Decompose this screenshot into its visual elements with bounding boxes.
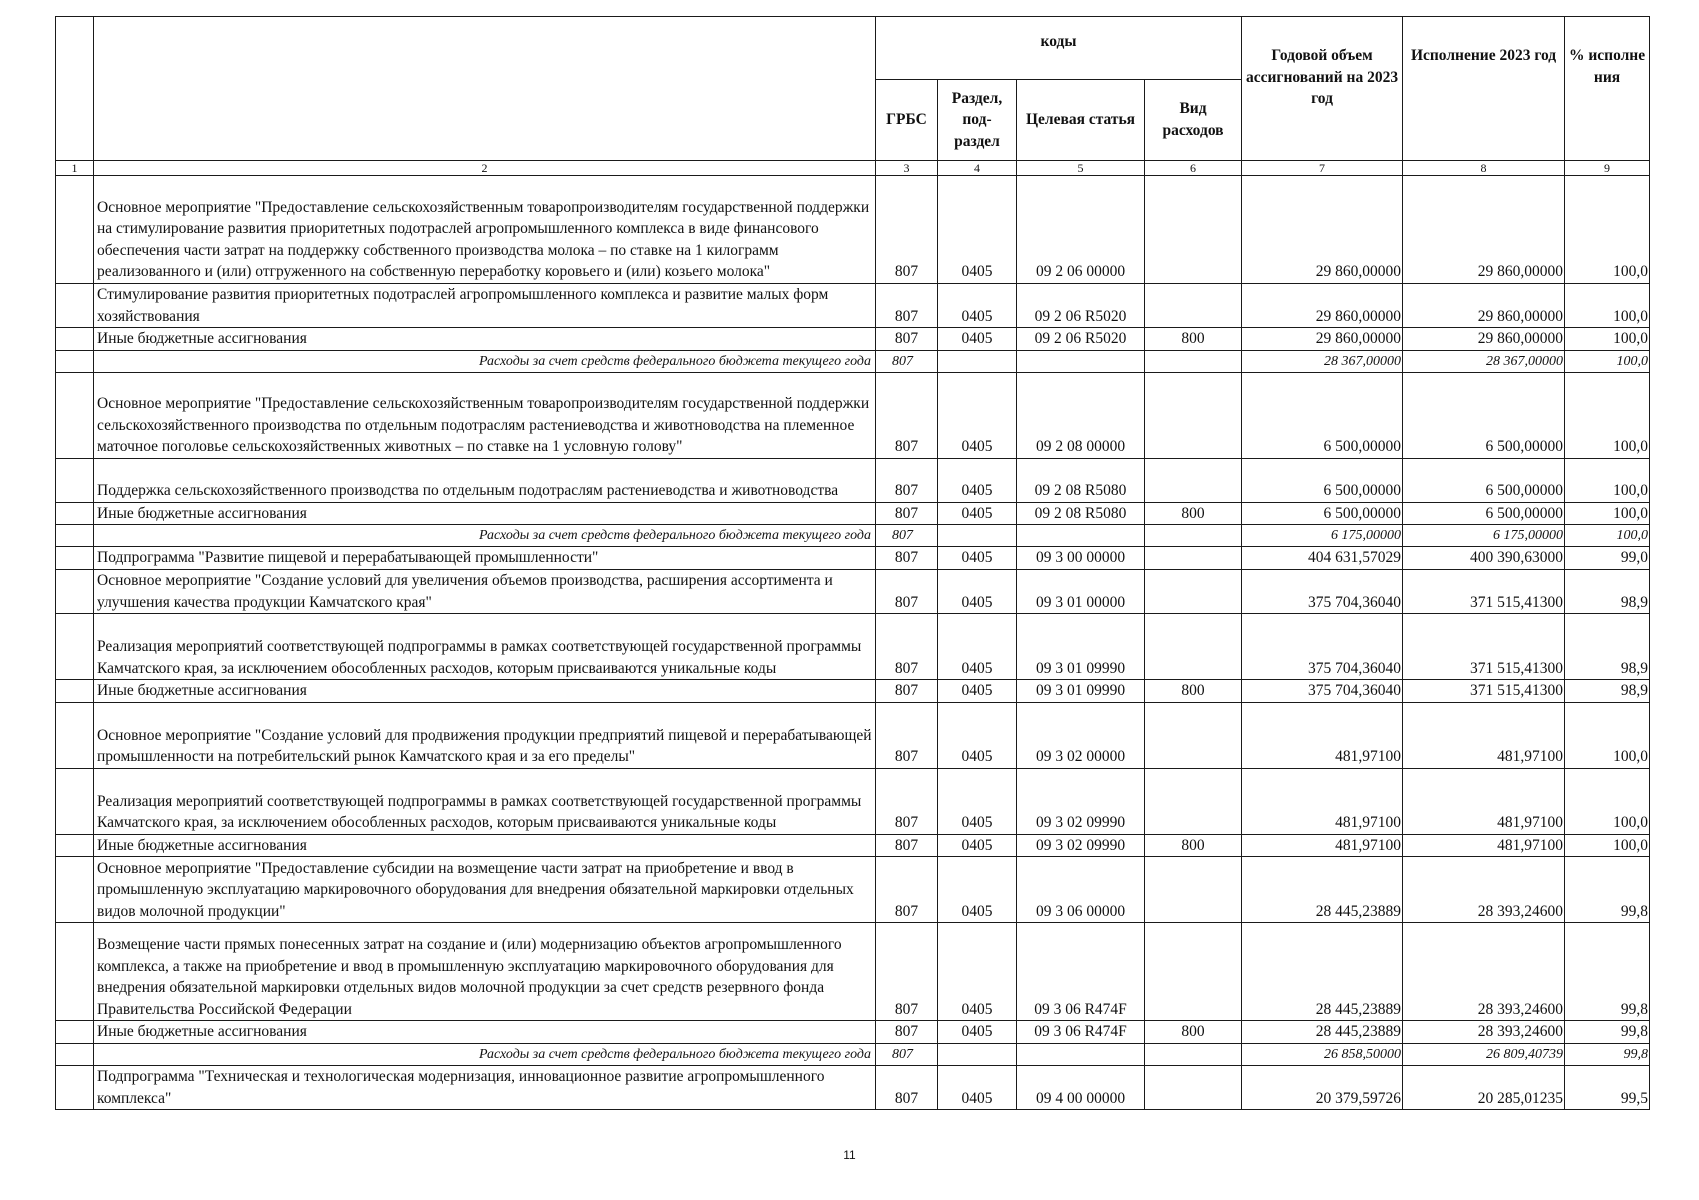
cell-grbs: 807 <box>876 768 938 834</box>
cell-description: Основное мероприятие "Предоставление сельскохозяйственным товаропроизводителям государственной поддержки на стимулирование развития приоритетных подотраслей агропромышленного комплекса в виде финансового обеспечения части затрат на поддержку собственного производства молока – по ставке на 1 килограмм реализованного и (или) отгруженного на собственную переработку коровьего и (или) козьего молока" <box>94 176 876 284</box>
cell-celevaya-statya: 09 3 06 R474F <box>1017 1021 1145 1044</box>
cell-annual-volume: 20 379,59726 <box>1242 1065 1403 1109</box>
header-grbs: ГРБС <box>876 80 938 161</box>
cell-annual-volume: 29 860,00000 <box>1242 284 1403 328</box>
cell-grbs: 807 <box>876 350 938 372</box>
table-row <box>56 702 1650 768</box>
cell-grbs: 807 <box>876 525 938 547</box>
cell-razdel: 0405 <box>938 284 1017 328</box>
cell-index <box>56 284 94 328</box>
cell-description: Основное мероприятие "Создание условий для увеличения объемов производства, расширения ассортимента и улучшения качества продукции Камчатского края" <box>94 569 876 613</box>
cell-vid-raskhodov <box>1145 458 1242 502</box>
cell-execution: 26 809,40739 <box>1403 1043 1565 1065</box>
cell-grbs: 807 <box>876 372 938 458</box>
cell-index <box>56 834 94 857</box>
cell-celevaya-statya: 09 4 00 00000 <box>1017 1065 1145 1109</box>
cell-description: Расходы за счет средств федерального бюджета текущего года <box>94 1043 876 1065</box>
cell-razdel: 0405 <box>938 569 1017 613</box>
cell-celevaya-statya: 09 3 00 00000 <box>1017 547 1145 570</box>
cell-description: Основное мероприятие "Предоставление сельскохозяйственным товаропроизводителям государственной поддержки сельскохозяйственного производства по отдельным подотраслям растениеводства и животноводства на племенное маточное поголовье сельскохозяйственных животных – по ставке на 1 условную голову" <box>94 372 876 458</box>
table-row-federal <box>56 525 1650 547</box>
cell-annual-volume: 481,97100 <box>1242 702 1403 768</box>
cell-razdel: 0405 <box>938 372 1017 458</box>
cell-grbs: 807 <box>876 284 938 328</box>
cell-index <box>56 680 94 703</box>
cell-description: Стимулирование развития приоритетных подотраслей агропромышленного комплекса и развитие малых форм хозяйствования <box>94 284 876 328</box>
cell-execution: 20 285,01235 <box>1403 1065 1565 1109</box>
header-col-2 <box>94 17 876 161</box>
table-header <box>56 17 1650 176</box>
col-number: 7 <box>1242 161 1403 176</box>
col-number: 5 <box>1017 161 1145 176</box>
cell-celevaya-statya <box>1017 350 1145 372</box>
cell-grbs: 807 <box>876 502 938 525</box>
header-percent: % исполне ния <box>1565 17 1650 161</box>
cell-percent: 99,0 <box>1565 547 1650 570</box>
cell-grbs: 807 <box>876 680 938 703</box>
cell-execution: 481,97100 <box>1403 702 1565 768</box>
cell-celevaya-statya: 09 2 06 R5020 <box>1017 328 1145 351</box>
table-row <box>56 176 1650 284</box>
col-number: 2 <box>94 161 876 176</box>
table-row <box>56 547 1650 570</box>
cell-celevaya-statya <box>1017 1043 1145 1065</box>
cell-execution: 29 860,00000 <box>1403 284 1565 328</box>
table-row <box>56 372 1650 458</box>
cell-index <box>56 1021 94 1044</box>
cell-razdel: 0405 <box>938 702 1017 768</box>
cell-index <box>56 502 94 525</box>
cell-execution: 29 860,00000 <box>1403 328 1565 351</box>
header-razdel: Раздел, под-раздел <box>938 80 1017 161</box>
cell-percent: 100,0 <box>1565 328 1650 351</box>
cell-percent: 98,9 <box>1565 680 1650 703</box>
cell-annual-volume: 28 445,23889 <box>1242 857 1403 923</box>
cell-execution: 28 393,24600 <box>1403 1021 1565 1044</box>
cell-execution: 28 367,00000 <box>1403 350 1565 372</box>
cell-vid-raskhodov: 800 <box>1145 502 1242 525</box>
cell-index <box>56 569 94 613</box>
cell-description: Иные бюджетные ассигнования <box>94 1021 876 1044</box>
col-number: 1 <box>56 161 94 176</box>
cell-percent: 100,0 <box>1565 525 1650 547</box>
cell-execution: 6 500,00000 <box>1403 372 1565 458</box>
header-codes: коды <box>876 17 1242 80</box>
cell-vid-raskhodov <box>1145 176 1242 284</box>
table-row <box>56 614 1650 680</box>
table-row <box>56 328 1650 351</box>
cell-grbs: 807 <box>876 328 938 351</box>
cell-celevaya-statya: 09 3 02 00000 <box>1017 702 1145 768</box>
budget-table-sheet <box>55 16 1649 1110</box>
cell-razdel: 0405 <box>938 1065 1017 1109</box>
cell-index <box>56 1065 94 1109</box>
cell-description: Иные бюджетные ассигнования <box>94 834 876 857</box>
cell-celevaya-statya: 09 3 02 09990 <box>1017 834 1145 857</box>
table-row <box>56 458 1650 502</box>
cell-index <box>56 614 94 680</box>
cell-vid-raskhodov <box>1145 923 1242 1021</box>
cell-grbs: 807 <box>876 1065 938 1109</box>
table-row <box>56 502 1650 525</box>
cell-razdel: 0405 <box>938 857 1017 923</box>
cell-execution: 371 515,41300 <box>1403 614 1565 680</box>
cell-vid-raskhodov <box>1145 284 1242 328</box>
cell-description: Подпрограмма "Развитие пищевой и перерабатывающей промышленности" <box>94 547 876 570</box>
cell-vid-raskhodov: 800 <box>1145 680 1242 703</box>
cell-percent: 100,0 <box>1565 284 1650 328</box>
cell-vid-raskhodov: 800 <box>1145 328 1242 351</box>
cell-percent: 99,8 <box>1565 1021 1650 1044</box>
cell-celevaya-statya <box>1017 525 1145 547</box>
cell-percent: 98,9 <box>1565 614 1650 680</box>
cell-celevaya-statya: 09 2 08 R5080 <box>1017 502 1145 525</box>
cell-execution: 6 175,00000 <box>1403 525 1565 547</box>
cell-description: Расходы за счет средств федерального бюджета текущего года <box>94 350 876 372</box>
cell-execution: 29 860,00000 <box>1403 176 1565 284</box>
cell-celevaya-statya: 09 3 06 00000 <box>1017 857 1145 923</box>
cell-percent: 100,0 <box>1565 372 1650 458</box>
cell-grbs: 807 <box>876 1021 938 1044</box>
cell-grbs: 807 <box>876 834 938 857</box>
table-row-federal <box>56 1043 1650 1065</box>
cell-index <box>56 547 94 570</box>
cell-execution: 6 500,00000 <box>1403 458 1565 502</box>
cell-percent: 99,8 <box>1565 857 1650 923</box>
cell-index <box>56 702 94 768</box>
cell-grbs: 807 <box>876 857 938 923</box>
table-row <box>56 680 1650 703</box>
table-row <box>56 1065 1650 1109</box>
table-row <box>56 284 1650 328</box>
table-row <box>56 569 1650 613</box>
cell-description: Иные бюджетные ассигнования <box>94 680 876 703</box>
cell-celevaya-statya: 09 3 01 09990 <box>1017 680 1145 703</box>
cell-vid-raskhodov <box>1145 350 1242 372</box>
cell-description: Основное мероприятие "Создание условий для продвижения продукции предприятий пищевой и перерабатывающей промышленности на потребительский рынок Камчатского края и за его пределы" <box>94 702 876 768</box>
cell-vid-raskhodov <box>1145 547 1242 570</box>
table-body <box>56 176 1650 1110</box>
cell-annual-volume: 481,97100 <box>1242 834 1403 857</box>
cell-annual-volume: 29 860,00000 <box>1242 176 1403 284</box>
cell-index <box>56 525 94 547</box>
cell-celevaya-statya: 09 3 02 09990 <box>1017 768 1145 834</box>
cell-razdel: 0405 <box>938 458 1017 502</box>
cell-index <box>56 350 94 372</box>
cell-celevaya-statya: 09 2 08 R5080 <box>1017 458 1145 502</box>
cell-percent: 99,8 <box>1565 1043 1650 1065</box>
cell-razdel: 0405 <box>938 176 1017 284</box>
table-row <box>56 768 1650 834</box>
page-number: 11 <box>843 1148 856 1162</box>
col-number: 9 <box>1565 161 1650 176</box>
cell-vid-raskhodov <box>1145 702 1242 768</box>
cell-grbs: 807 <box>876 569 938 613</box>
cell-annual-volume: 6 500,00000 <box>1242 372 1403 458</box>
cell-celevaya-statya: 09 2 06 R5020 <box>1017 284 1145 328</box>
cell-grbs: 807 <box>876 614 938 680</box>
cell-vid-raskhodov <box>1145 857 1242 923</box>
cell-razdel: 0405 <box>938 768 1017 834</box>
cell-percent: 100,0 <box>1565 702 1650 768</box>
header-celevaya-statya: Целевая статья <box>1017 80 1145 161</box>
cell-razdel: 0405 <box>938 680 1017 703</box>
header-volume: Годовой объем ассигнований на 2023 год <box>1242 17 1403 161</box>
cell-execution: 371 515,41300 <box>1403 569 1565 613</box>
cell-razdel: 0405 <box>938 834 1017 857</box>
table-row <box>56 923 1650 1021</box>
col-number: 6 <box>1145 161 1242 176</box>
cell-annual-volume: 6 500,00000 <box>1242 502 1403 525</box>
cell-grbs: 807 <box>876 176 938 284</box>
cell-annual-volume: 28 445,23889 <box>1242 923 1403 1021</box>
cell-description: Возмещение части прямых понесенных затрат на создание и (или) модернизацию объектов агропромышленного комплекса, а также на приобретение и ввод в промышленную эксплуатацию маркировочного оборудования для внедрения обязательной маркировки отдельных видов молочной продукции за счет средств резервного фонда Правительства Российской Федерации <box>94 923 876 1021</box>
cell-razdel: 0405 <box>938 614 1017 680</box>
cell-annual-volume: 6 175,00000 <box>1242 525 1403 547</box>
cell-index <box>56 372 94 458</box>
cell-percent: 100,0 <box>1565 176 1650 284</box>
cell-index <box>56 328 94 351</box>
cell-execution: 28 393,24600 <box>1403 923 1565 1021</box>
cell-razdel: 0405 <box>938 1021 1017 1044</box>
col-number: 3 <box>876 161 938 176</box>
cell-grbs: 807 <box>876 458 938 502</box>
cell-execution: 400 390,63000 <box>1403 547 1565 570</box>
cell-execution: 481,97100 <box>1403 834 1565 857</box>
table-row-federal <box>56 350 1650 372</box>
column-number-row <box>56 161 1650 176</box>
cell-celevaya-statya: 09 3 01 09990 <box>1017 614 1145 680</box>
cell-annual-volume: 26 858,50000 <box>1242 1043 1403 1065</box>
cell-annual-volume: 375 704,36040 <box>1242 680 1403 703</box>
col-number: 4 <box>938 161 1017 176</box>
cell-celevaya-statya: 09 2 06 00000 <box>1017 176 1145 284</box>
cell-description: Расходы за счет средств федерального бюджета текущего года <box>94 525 876 547</box>
cell-razdel <box>938 1043 1017 1065</box>
cell-razdel: 0405 <box>938 328 1017 351</box>
cell-index <box>56 857 94 923</box>
cell-percent: 100,0 <box>1565 350 1650 372</box>
cell-annual-volume: 28 367,00000 <box>1242 350 1403 372</box>
cell-vid-raskhodov <box>1145 372 1242 458</box>
cell-percent: 98,9 <box>1565 569 1650 613</box>
cell-razdel <box>938 350 1017 372</box>
cell-razdel <box>938 525 1017 547</box>
cell-annual-volume: 375 704,36040 <box>1242 569 1403 613</box>
cell-grbs: 807 <box>876 702 938 768</box>
cell-celevaya-statya: 09 2 08 00000 <box>1017 372 1145 458</box>
cell-vid-raskhodov <box>1145 768 1242 834</box>
cell-grbs: 807 <box>876 923 938 1021</box>
cell-description: Иные бюджетные ассигнования <box>94 328 876 351</box>
header-col-1 <box>56 17 94 161</box>
cell-grbs: 807 <box>876 1043 938 1065</box>
cell-vid-raskhodov: 800 <box>1145 834 1242 857</box>
cell-annual-volume: 29 860,00000 <box>1242 328 1403 351</box>
cell-razdel: 0405 <box>938 502 1017 525</box>
table-row <box>56 834 1650 857</box>
cell-index <box>56 768 94 834</box>
col-number: 8 <box>1403 161 1565 176</box>
header-vid-raskhodov: Вид расходов <box>1145 80 1242 161</box>
cell-vid-raskhodov <box>1145 614 1242 680</box>
cell-celevaya-statya: 09 3 01 00000 <box>1017 569 1145 613</box>
cell-description: Подпрограмма "Техническая и технологическая модернизация, инновационное развитие агропромышленного комплекса" <box>94 1065 876 1109</box>
table-row <box>56 1021 1650 1044</box>
cell-percent: 100,0 <box>1565 502 1650 525</box>
cell-vid-raskhodov <box>1145 1065 1242 1109</box>
cell-description: Реализация мероприятий соответствующей подпрограммы в рамках соответствующей государственной программы Камчатского края, за исключением обособленных расходов, которым присваиваются уникальные коды <box>94 614 876 680</box>
cell-index <box>56 1043 94 1065</box>
cell-vid-raskhodov <box>1145 1043 1242 1065</box>
cell-razdel: 0405 <box>938 923 1017 1021</box>
cell-description: Основное мероприятие "Предоставление субсидии на возмещение части затрат на приобретение и ввод в промышленную эксплуатацию маркировочного оборудования для внедрения обязательной маркировки отдельных видов молочной продукции" <box>94 857 876 923</box>
cell-description: Реализация мероприятий соответствующей подпрограммы в рамках соответствующей государственной программы Камчатского края, за исключением обособленных расходов, которым присваиваются уникальные коды <box>94 768 876 834</box>
cell-percent: 99,5 <box>1565 1065 1650 1109</box>
cell-annual-volume: 404 631,57029 <box>1242 547 1403 570</box>
cell-index <box>56 176 94 284</box>
cell-execution: 6 500,00000 <box>1403 502 1565 525</box>
cell-vid-raskhodov <box>1145 525 1242 547</box>
cell-description: Поддержка сельскохозяйственного производства по отдельным подотраслям растениеводства и животноводства <box>94 458 876 502</box>
cell-percent: 100,0 <box>1565 834 1650 857</box>
cell-index <box>56 458 94 502</box>
budget-table <box>55 16 1650 1110</box>
table-row <box>56 857 1650 923</box>
cell-annual-volume: 375 704,36040 <box>1242 614 1403 680</box>
cell-vid-raskhodov <box>1145 569 1242 613</box>
cell-percent: 100,0 <box>1565 458 1650 502</box>
cell-percent: 100,0 <box>1565 768 1650 834</box>
cell-annual-volume: 481,97100 <box>1242 768 1403 834</box>
cell-percent: 99,8 <box>1565 923 1650 1021</box>
cell-celevaya-statya: 09 3 06 R474F <box>1017 923 1145 1021</box>
cell-execution: 371 515,41300 <box>1403 680 1565 703</box>
cell-vid-raskhodov: 800 <box>1145 1021 1242 1044</box>
cell-annual-volume: 28 445,23889 <box>1242 1021 1403 1044</box>
cell-index <box>56 923 94 1021</box>
cell-grbs: 807 <box>876 547 938 570</box>
header-execution: Исполнение 2023 год <box>1403 17 1565 161</box>
cell-execution: 481,97100 <box>1403 768 1565 834</box>
cell-annual-volume: 6 500,00000 <box>1242 458 1403 502</box>
cell-razdel: 0405 <box>938 547 1017 570</box>
cell-description: Иные бюджетные ассигнования <box>94 502 876 525</box>
cell-execution: 28 393,24600 <box>1403 857 1565 923</box>
